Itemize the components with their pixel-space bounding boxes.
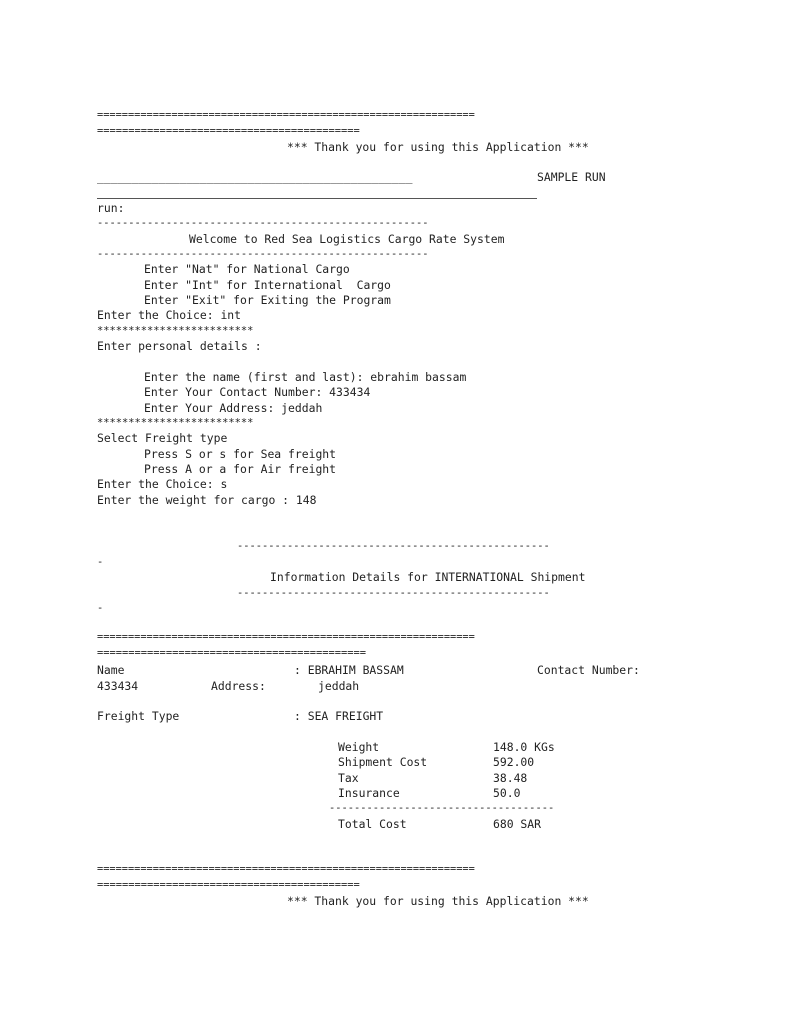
insurance-value: 50.0 (493, 786, 521, 800)
menu-option-exit: Enter "Exit" for Exiting the Program (144, 293, 391, 307)
total-cost-label: Total Cost (338, 817, 407, 831)
dash-rule: ------------------------------------ (329, 802, 555, 814)
name-prompt: Enter the name (first and last): ebrahim bassam (144, 370, 467, 384)
name-label: Name (97, 663, 125, 677)
dash-rule: ----------------------------------------------------- (97, 217, 429, 229)
equals-rule: ============================================================= (97, 863, 475, 875)
menu-option-national: Enter "Nat" for National Cargo (144, 262, 350, 276)
insurance-label: Insurance (338, 786, 400, 800)
freight-type-heading: Select Freight type (97, 431, 228, 445)
dash-rule: -------------------------------------------------- (237, 587, 550, 599)
address-value: jeddah (318, 679, 360, 693)
thank-you-banner: *** Thank you for using this Application *** (287, 894, 589, 908)
shipment-cost-value: 592.00 (493, 755, 535, 769)
equals-rule: ============================================================= (97, 109, 475, 121)
sample-run-label: SAMPLE RUN (537, 170, 606, 184)
equals-rule: ========================================== (97, 125, 360, 137)
divider (97, 198, 537, 199)
address-prompt: Enter Your Address: jeddah (144, 401, 323, 415)
dash-tail: - (97, 602, 104, 614)
sample-run-underline: ______________________________________________ (97, 170, 413, 184)
contact-number-value: 433434 (97, 679, 139, 693)
equals-rule: ============================================================= (97, 631, 475, 643)
tax-value: 38.48 (493, 771, 528, 785)
weight-label: Weight (338, 740, 380, 754)
weight-value: 148.0 KGs (493, 740, 555, 754)
total-cost-value: 680 SAR (493, 817, 542, 831)
personal-details-heading: Enter personal details : (97, 339, 262, 353)
freight-choice-prompt: Enter the Choice: s (97, 477, 228, 491)
equals-rule: ========================================== (97, 879, 360, 891)
freight-type-value: : SEA FREIGHT (294, 709, 384, 723)
dash-rule: ----------------------------------------------------- (97, 248, 429, 260)
address-label: Address: (211, 679, 266, 693)
shipment-cost-label: Shipment Cost (338, 755, 428, 769)
star-rule: ************************* (97, 417, 254, 429)
contact-number-label: Contact Number: (537, 663, 640, 677)
dash-tail: - (97, 556, 104, 568)
contact-prompt: Enter Your Contact Number: 433434 (144, 385, 371, 399)
choice-prompt: Enter the Choice: int (97, 308, 242, 322)
air-freight-option: Press A or a for Air freight (144, 462, 337, 476)
tax-label: Tax (338, 771, 359, 785)
star-rule: ************************* (97, 325, 254, 337)
thank-you-banner: *** Thank you for using this Application *** (287, 140, 589, 154)
welcome-title: Welcome to Red Sea Logistics Cargo Rate System (189, 232, 505, 246)
dash-rule: -------------------------------------------------- (237, 540, 550, 552)
run-label: run: (97, 201, 125, 215)
weight-prompt: Enter the weight for cargo : 148 (97, 493, 317, 507)
equals-rule: =========================================== (97, 647, 366, 659)
menu-option-international: Enter "Int" for International Cargo (144, 278, 391, 292)
sea-freight-option: Press S or s for Sea freight (144, 447, 337, 461)
name-value: : EBRAHIM BASSAM (294, 663, 404, 677)
freight-type-label: Freight Type (97, 709, 180, 723)
info-title: Information Details for INTERNATIONAL Shipment (270, 570, 586, 584)
